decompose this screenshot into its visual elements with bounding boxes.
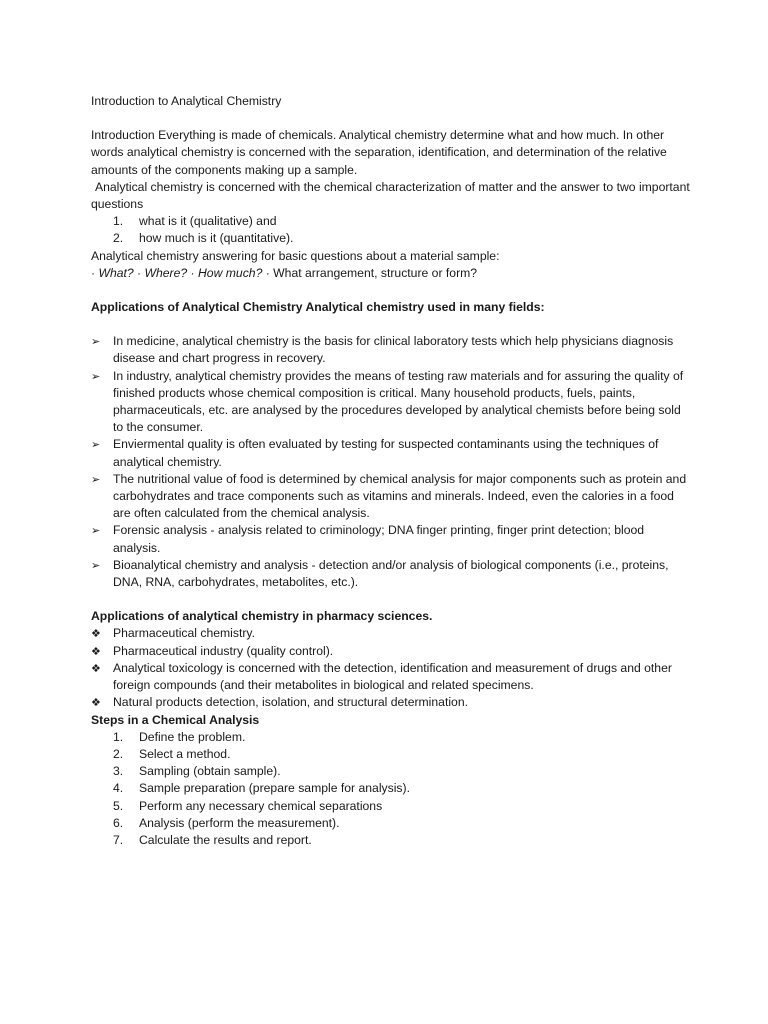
questions-list — [91, 213, 691, 247]
list-item — [91, 643, 691, 660]
list-number: 1. — [113, 729, 124, 744]
list-item-text: Analysis (perform the measurement). — [139, 815, 340, 830]
spacer — [91, 316, 691, 333]
applications-heading: Applications of Analytical Chemistry Analytical chemistry used in many fields: — [91, 300, 545, 315]
document-title: Introduction to Analytical Chemistry — [91, 94, 282, 108]
list-item-text: Bioanalytical chemistry and analysis - detection and/or analysis of biological components (i.e., proteins, DNA, RNA, carbohydrates, metabolites, etc.). — [113, 557, 669, 590]
list-item — [91, 660, 691, 694]
list-item — [91, 729, 691, 746]
list-number: 3. — [113, 764, 124, 779]
list-item — [91, 368, 691, 437]
list-item-text: Natural products detection, isolation, and structural determination. — [113, 695, 468, 710]
arrowhead-bullet-icon: ➢ — [91, 438, 101, 452]
list-item — [91, 522, 691, 556]
list-number: 4. — [113, 781, 124, 796]
list-item — [91, 333, 691, 367]
list-item-text: Select a method. — [139, 746, 231, 761]
list-item-text: how much is it (quantitative). — [139, 231, 294, 246]
list-item — [91, 798, 691, 815]
list-item — [91, 780, 691, 797]
list-item — [91, 471, 691, 523]
arrowhead-bullet-icon: ➢ — [91, 558, 101, 572]
list-item-text: what is it (qualitative) and — [139, 214, 277, 229]
list-item-text: Enviermental quality is often evaluated by testing for suspected contaminants using the techniques of analytical chemistry. — [113, 437, 659, 469]
list-item-text: Calculate the results and report. — [139, 832, 312, 847]
diamond-bullet-icon: ❖ — [91, 644, 101, 658]
arrowhead-bullet-icon: ➢ — [91, 369, 101, 383]
list-item — [91, 746, 691, 763]
arrowhead-bullet-icon: ➢ — [91, 335, 101, 349]
list-number: 7. — [113, 832, 124, 847]
list-item-text: In industry, analytical chemistry provides the means of testing raw materials and for assuring the quality of finished products whose chemical composition is critical. Many household products, fuels, paints, pharmaceuticals, etc. are analysed by the procedures developed by analytical chemists before being sold to the consumer. — [113, 368, 684, 435]
list-item-text: Sampling (obtain sample). — [139, 764, 281, 779]
arrowhead-bullet-icon: ➢ — [91, 524, 101, 538]
spacer — [91, 110, 691, 127]
list-number: 1. — [113, 214, 124, 229]
list-item — [91, 557, 691, 591]
list-item — [91, 832, 691, 849]
steps-heading: Steps in a Chemical Analysis — [91, 712, 260, 727]
intro-paragraph-2: Analytical chemistry is concerned with the chemical characterization of matter and the answer to two important questions — [91, 179, 690, 212]
list-item-text: In medicine, analytical chemistry is the basis for clinical laboratory tests which help physicians diagnosis disease and chart progress in recovery. — [113, 334, 674, 366]
basic-questions-line: Analytical chemistry answering for basic questions about a material sample: — [91, 248, 500, 263]
list-item — [91, 763, 691, 780]
list-item-text: Forensic analysis - analysis related to criminology; DNA finger printing, finger print detection; blood analysis. — [113, 523, 645, 555]
list-item — [91, 694, 691, 711]
list-item — [91, 436, 691, 470]
list-item-text: The nutritional value of food is determined by chemical analysis for major components such as protein and carbohydrates and trace components such as vitamins and minerals. Indeed, even the calories in a food are often calculated from the chemical analysis. — [113, 471, 687, 521]
pharmacy-heading: Applications of analytical chemistry in pharmacy sciences. — [91, 609, 433, 624]
diamond-bullet-icon: ❖ — [91, 661, 101, 675]
list-number: 2. — [113, 231, 124, 246]
steps-list — [91, 729, 691, 849]
list-item — [91, 625, 691, 642]
document-page — [91, 93, 691, 849]
list-item-text: Pharmaceutical chemistry. — [113, 626, 256, 641]
list-item — [91, 815, 691, 832]
list-item — [91, 230, 691, 247]
applications-list — [91, 333, 691, 591]
diamond-bullet-icon: ❖ — [91, 696, 101, 710]
list-item-text: Define the problem. — [139, 729, 246, 744]
basic-questions-examples — [91, 265, 691, 282]
list-number: 5. — [113, 798, 124, 813]
spacer — [91, 282, 691, 299]
spacer — [91, 591, 691, 608]
list-item-text: Perform any necessary chemical separations — [139, 798, 383, 813]
list-item-text: Pharmaceutical industry (quality control). — [113, 643, 334, 658]
list-item-text: Sample preparation (prepare sample for analysis). — [139, 781, 410, 796]
arrowhead-bullet-icon: ➢ — [91, 472, 101, 486]
diamond-bullet-icon: ❖ — [91, 627, 101, 641]
list-number: 2. — [113, 746, 124, 761]
pharmacy-list — [91, 625, 691, 711]
list-item-text: Analytical toxicology is concerned with the detection, identification and measurement of drugs and other foreign compounds (and their metabolites in biological and related specimens. — [113, 660, 672, 693]
intro-paragraph: Introduction Everything is made of chemicals. Analytical chemistry determine what and how much. In other words analytical chemistry is concerned with the separation, identification, and determination of the relative amounts of the components making up a sample. — [91, 128, 667, 177]
basic-questions-italic: · What? · Where? · How much? · — [91, 265, 270, 280]
list-item — [91, 213, 691, 230]
basic-questions-rest: What arrangement, structure or form? — [269, 265, 478, 280]
list-number: 6. — [113, 815, 124, 830]
